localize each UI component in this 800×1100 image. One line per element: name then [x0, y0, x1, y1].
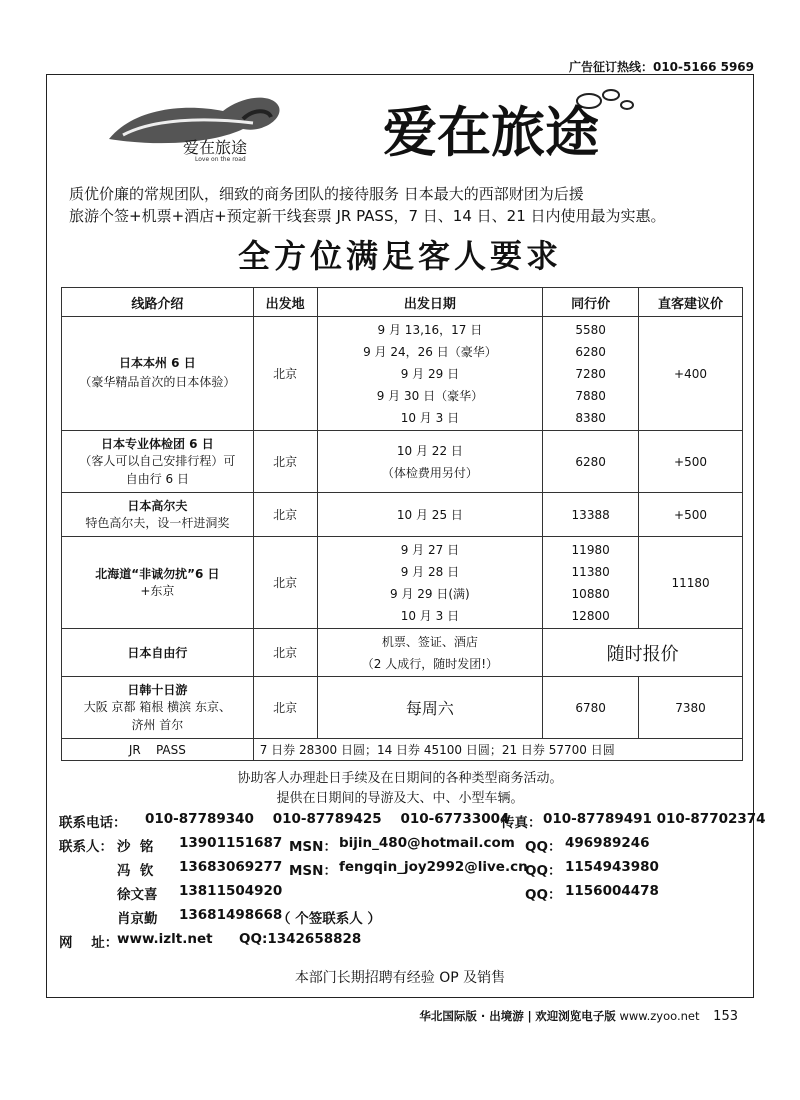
qq-label: QQ： — [525, 839, 562, 855]
dates-cell — [317, 629, 543, 677]
date-item: 机票、签证、酒店 — [381, 634, 478, 649]
dates-cell — [317, 431, 543, 493]
price-item: 7880 — [575, 388, 606, 403]
route-name: 日韩十日游 — [127, 683, 188, 697]
footer-edition: 华北国际版 · 出境游 — [419, 1009, 524, 1023]
qq-number: 1154943980 — [565, 859, 659, 875]
table-row — [62, 537, 743, 629]
date-item: 9 月 29 日 — [400, 366, 460, 381]
route-desc: （客人可以自己安排行程）可 — [79, 454, 236, 468]
contact-note: （ 个签联系人 ） — [277, 911, 381, 927]
price-item: 10880 — [571, 586, 610, 601]
route-name: 日本专业体检团 6 日 — [100, 437, 214, 451]
route-desc: +东京 — [140, 584, 175, 598]
msn-label: MSN： — [289, 839, 337, 855]
phone-numbers: 010-87789340 010-87789425 010-67733004 — [145, 811, 510, 827]
table-row — [62, 739, 743, 761]
dates-cell: 每周六 — [317, 677, 543, 739]
retail-price-cell: +400 — [639, 317, 743, 431]
col-header-dates: 出发日期 — [317, 288, 543, 317]
city-cell: 北京 — [253, 537, 317, 629]
fax-numbers: 010-87789491 010-87702374 — [543, 811, 766, 827]
contact-name: 徐文喜 — [117, 887, 158, 903]
date-item: 9 月 29 日(满) — [390, 586, 470, 601]
table-row — [62, 493, 743, 537]
date-note: （2 人成行，随时发团!） — [361, 656, 499, 671]
date-item: 10 月 3 日 — [400, 608, 460, 623]
col-header-retail-price: 直客建议价 — [639, 288, 743, 317]
intro-line-1: 质优价廉的常规团队，细致的商务团队的接待服务 日本最大的西部财团为后援 — [69, 185, 584, 203]
trade-price-cell: 13388 — [543, 493, 639, 537]
date-item: 10 月 22 日 — [396, 443, 463, 458]
route-name: 日本本州 6 日 — [118, 356, 196, 370]
price-item: 5580 — [575, 322, 606, 337]
date-item: 9 月 24，26 日（豪华） — [363, 344, 497, 359]
price-item: 7280 — [575, 366, 606, 381]
table-header-row — [62, 288, 743, 317]
contact-name: 沙 铭 — [117, 839, 154, 855]
route-cell — [62, 431, 254, 493]
intro-line-2: 旅游个签+机票+酒店+预定新干线套票 JR PASS，7 日、14 日、21 日内使用最为实惠。 — [69, 207, 666, 225]
website-label: 网 址： — [59, 935, 119, 951]
price-item: 8380 — [575, 410, 606, 425]
footer-browse: 欢迎浏览电子版 — [535, 1009, 616, 1023]
route-desc: 自由行 6 日 — [125, 472, 189, 486]
trade-price-cell: 6780 — [543, 677, 639, 739]
service-note: 协助客人办理赴日手续及在日期间的各种类型商务活动。 — [237, 771, 563, 786]
col-header-city: 出发地 — [253, 288, 317, 317]
logo-love-on-the-road — [103, 89, 293, 161]
msn-label: MSN： — [289, 863, 337, 879]
footer-separator: | — [527, 1009, 532, 1023]
route-desc: 特色高尔夫，设一杆进洞奖 — [85, 516, 230, 530]
intro-text — [69, 183, 666, 227]
dates-cell — [317, 537, 543, 629]
contact-phone: 13811504920 — [179, 883, 283, 899]
route-name: 北海道“非诚勿扰”6 日 — [95, 567, 220, 581]
city-cell: 北京 — [253, 493, 317, 537]
service-notes — [47, 769, 753, 809]
qq-number: 496989246 — [565, 835, 650, 851]
date-item: 9 月 27 日 — [400, 542, 460, 557]
qq-label: QQ： — [525, 887, 562, 903]
route-name: 日本自由行 — [127, 646, 188, 660]
city-cell: 北京 — [253, 677, 317, 739]
qq-label: QQ： — [525, 863, 562, 879]
phone-label: 联系电话： — [59, 815, 127, 831]
trade-price-cell — [543, 537, 639, 629]
date-note: （体检费用另付） — [381, 465, 478, 480]
route-desc: 大阪 京都 箱根 横滨 东京、 — [83, 700, 231, 714]
contact-person-label: 联系人： — [59, 839, 113, 855]
qq-number: 1156004478 — [565, 883, 659, 899]
price-item: 11380 — [571, 564, 610, 579]
contact-phone: 13683069277 — [179, 859, 283, 875]
retail-price-cell: 11180 — [639, 537, 743, 629]
logo1-text: 爱在旅途 — [183, 138, 248, 157]
table-row — [62, 677, 743, 739]
website-url[interactable]: www.izlt.net — [117, 931, 213, 947]
recruitment-note: 本部门长期招聘有经验 OP 及销售 — [294, 970, 506, 986]
date-item: 9 月 30 日（豪华） — [376, 388, 484, 403]
date-item: 9 月 28 日 — [400, 564, 460, 579]
page-number: 153 — [713, 1009, 738, 1024]
jr-pass-prices: 7 日券 28300 日圆；14 日券 45100 日圆；21 日券 57700 日圆 — [253, 739, 742, 761]
city-cell: 北京 — [253, 629, 317, 677]
ad-hotline: 广告征订热线：010-5166 5969 — [568, 60, 754, 74]
contact-name: 肖京勤 — [117, 911, 158, 927]
dates-cell — [317, 317, 543, 431]
footer-site[interactable]: www.zyoo.net — [619, 1009, 700, 1023]
price-item: 12800 — [571, 608, 610, 623]
retail-price-cell: +500 — [639, 431, 743, 493]
trade-price-cell — [543, 317, 639, 431]
table-row — [62, 317, 743, 431]
headline: 全方位满足客人要求 — [237, 237, 562, 275]
route-cell — [62, 493, 254, 537]
date-item: 9 月 13,16，17 日 — [377, 322, 483, 337]
route-name: 日本高尔夫 — [127, 499, 188, 513]
city-cell: 北京 — [253, 431, 317, 493]
tour-price-table — [61, 287, 743, 761]
trade-price-cell: 6280 — [543, 431, 639, 493]
route-cell — [62, 677, 254, 739]
logo2-text: 爱在旅途 — [383, 100, 599, 161]
price-item: 6280 — [575, 344, 606, 359]
col-header-route: 线路介绍 — [62, 288, 254, 317]
retail-price-cell: +500 — [639, 493, 743, 537]
contact-name: 冯 钦 — [117, 863, 154, 879]
logo1-subtext: Love on the road — [195, 156, 246, 161]
route-cell — [62, 537, 254, 629]
route-desc: （豪华精品首次的日本体验） — [79, 375, 236, 389]
col-header-trade-price: 同行价 — [543, 288, 639, 317]
msn-address: fengqin_joy2992@live.cn — [339, 859, 528, 875]
logo-calligraphy — [377, 85, 657, 161]
website-qq: QQ:1342658828 — [239, 931, 362, 947]
city-cell: 北京 — [253, 317, 317, 431]
table-row — [62, 431, 743, 493]
msn-address: bijin_480@hotmail.com — [339, 835, 515, 851]
contact-phone: 13681498668 — [179, 907, 283, 923]
dates-cell: 10 月 25 日 — [317, 493, 543, 537]
route-cell — [62, 629, 254, 677]
route-desc: 济州 首尔 — [131, 718, 184, 732]
table-row — [62, 629, 743, 677]
contact-phone: 13901151687 — [179, 835, 283, 851]
fax-label: 传真： — [501, 815, 542, 831]
date-item: 10 月 3 日 — [400, 410, 460, 425]
page-footer — [419, 1008, 738, 1024]
route-cell — [62, 317, 254, 431]
ad-frame — [46, 74, 766, 998]
retail-price-cell: 7380 — [639, 677, 743, 739]
price-item: 11980 — [571, 542, 610, 557]
price-on-request-cell: 随时报价 — [543, 629, 743, 677]
service-note: 提供在日期间的导游及大、中、小型车辆。 — [276, 791, 524, 806]
route-cell: JR PASS — [62, 739, 254, 761]
